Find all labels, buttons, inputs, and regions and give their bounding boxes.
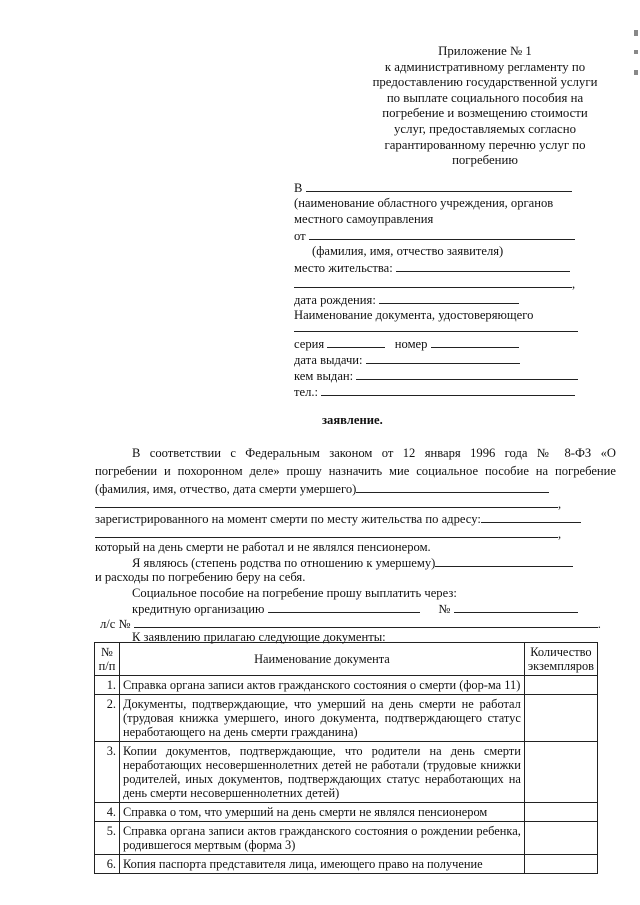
row-doc-name: Справка органа записи актов гражданского состояния о рождении ребенка, родившегося мертвым (форма 3)	[120, 822, 525, 855]
relation-field[interactable]	[132, 555, 573, 571]
comma: ,	[558, 497, 562, 511]
doc-label: Наименование документа, удостоверяющего	[294, 308, 534, 322]
birth-date-field[interactable]	[294, 292, 519, 308]
series-blank[interactable]	[327, 336, 385, 348]
deceased-blank-2[interactable]	[95, 496, 558, 508]
residence-blank[interactable]	[396, 260, 570, 272]
comma: ,	[572, 277, 576, 291]
credit-org-num-label: №	[438, 602, 451, 616]
issued-by-field[interactable]	[294, 368, 578, 384]
phone-blank[interactable]	[321, 384, 575, 396]
phone-field[interactable]	[294, 384, 575, 400]
attach-text: К заявлению прилагаю следующие документы:	[132, 630, 386, 644]
issue-date-label: дата выдачи:	[294, 353, 363, 367]
account-label: л/с №	[100, 617, 131, 631]
birth-date-blank[interactable]	[379, 292, 519, 304]
number-label: номер	[394, 337, 428, 351]
row-count-cell[interactable]	[524, 695, 597, 742]
annex-line: услуг, предоставляемых согласно	[394, 121, 576, 136]
col-name-header: Наименование документа	[120, 643, 525, 676]
deceased-field[interactable]	[95, 481, 549, 497]
row-count-cell[interactable]	[524, 822, 597, 855]
from-hint: (фамилия, имя, отчество заявителя)	[312, 244, 504, 258]
row-num: 6.	[95, 855, 120, 874]
scan-mark	[634, 70, 638, 75]
number-blank[interactable]	[431, 336, 519, 348]
address-label: зарегистрированного на момент смерти по месту жительства по адресу:	[95, 512, 481, 526]
series-label: серия	[294, 337, 325, 351]
table-row	[95, 676, 598, 695]
annex-header	[360, 44, 610, 169]
from-field[interactable]	[294, 228, 575, 244]
issued-by-blank[interactable]	[356, 368, 578, 380]
credit-org-blank[interactable]	[268, 601, 420, 613]
table-row	[95, 822, 598, 855]
annex-line: погребению	[452, 153, 518, 168]
documents-table	[94, 642, 598, 874]
row-doc-name: Справка о том, что умерший на день смерти не являлся пенсионером	[120, 803, 525, 822]
expenses-text: и расходы по погребению беру на себя.	[95, 570, 306, 584]
account-blank[interactable]	[134, 616, 598, 628]
annex-line: к административному регламенту по	[384, 59, 586, 74]
table-header-row	[95, 643, 598, 676]
residence-label: место жительства:	[294, 261, 393, 275]
p1-line2: погребении и похоронном деле» прошу назначить мие социальное пособие на погребение	[95, 464, 616, 478]
row-count-cell[interactable]	[524, 676, 597, 695]
issue-date-blank[interactable]	[366, 352, 520, 364]
doc-blank[interactable]	[294, 320, 578, 332]
from-blank[interactable]	[309, 228, 575, 240]
relation-label: Я являюсь (степень родства по отношению к умершему)	[132, 556, 436, 570]
to-hint-1: (наименование областного учреждения, органов	[294, 196, 554, 210]
scan-mark	[634, 30, 638, 36]
relation-blank[interactable]	[435, 555, 573, 567]
comma: ,	[558, 527, 562, 541]
credit-org-num-blank[interactable]	[454, 601, 578, 613]
col-num-header: № п/п	[95, 643, 120, 676]
address-blank-2[interactable]	[95, 526, 558, 538]
residence-field[interactable]	[294, 260, 570, 276]
row-count-cell[interactable]	[524, 742, 597, 803]
col-count-header: Количество экземпляров	[524, 643, 597, 676]
issue-date-field[interactable]	[294, 352, 520, 368]
row-count-cell[interactable]	[524, 803, 597, 822]
doc-field[interactable]	[294, 320, 578, 336]
row-doc-name: Копии документов, подтверждающие, что родители на день смерти неработающих несовершеннолетних детей не работали (трудовые книжки родителей, иных документов, подтверждающих статус неработающих на день смерти несовершеннолетних детей)	[120, 742, 525, 803]
row-num: 3.	[95, 742, 120, 803]
table-row	[95, 855, 598, 874]
residence-blank-2[interactable]	[294, 276, 572, 288]
row-doc-name: Копия паспорта представителя лица, имеющего право на получение	[120, 855, 525, 874]
account-field[interactable]: л/с № .	[100, 617, 601, 631]
phone-label: тел.:	[294, 385, 319, 399]
annex-line: предоставлению государственной услуги	[372, 75, 598, 90]
to-label: В	[294, 181, 303, 195]
series-number-field[interactable]	[294, 336, 519, 352]
annex-line: по выплате социального пособия на	[386, 90, 584, 105]
table-row	[95, 803, 598, 822]
deceased-label: (фамилия, имя, отчество, дата смерти умершего)	[95, 482, 357, 496]
row-num: 1.	[95, 676, 120, 695]
table-row	[95, 695, 598, 742]
table-row	[95, 742, 598, 803]
row-doc-name: Документы, подтверждающие, что умерший на день смерти не работал (трудовая книжка умершего, иного документа, подтверждающего статус неработающего на день смерти гражданина)	[120, 695, 525, 742]
annex-line: гарантированному перечню услуг по	[384, 137, 586, 152]
to-hint-2: местного самоуправления	[294, 212, 434, 226]
issued-by-label: кем выдан:	[294, 369, 354, 383]
p1-line1: В соответствии с Федеральным законом от 12 января 1996 года № 8-ФЗ «О	[132, 446, 616, 460]
address-blank[interactable]	[481, 511, 581, 523]
credit-org-field[interactable]	[132, 601, 578, 617]
from-label: от	[294, 229, 306, 243]
row-count-cell[interactable]	[524, 855, 597, 874]
row-num: 4.	[95, 803, 120, 822]
scan-mark	[634, 50, 638, 54]
annex-line: Приложение № 1	[438, 44, 532, 58]
to-field[interactable]	[294, 180, 572, 196]
pay-request-text: Социальное пособие на погребение прошу выплатить через:	[132, 586, 457, 600]
page-title: заявление.	[322, 413, 383, 427]
row-num: 2.	[95, 695, 120, 742]
credit-org-label: кредитную организацию	[132, 602, 265, 616]
address-field[interactable]	[95, 511, 581, 527]
residence-field-2[interactable]	[294, 276, 575, 292]
row-doc-name: Справка органа записи актов гражданского состояния о смерти (фор-ма 11)	[120, 676, 525, 695]
deceased-blank[interactable]	[356, 481, 549, 493]
annex-line: погребение и возмещению стоимости	[382, 106, 588, 121]
not-worked-text: который на день смерти не работал и не являлся пенсионером.	[95, 540, 431, 554]
birth-date-label: дата рождения:	[294, 293, 376, 307]
to-blank[interactable]	[306, 180, 572, 192]
row-num: 5.	[95, 822, 120, 855]
deceased-field-2[interactable]	[95, 496, 561, 512]
